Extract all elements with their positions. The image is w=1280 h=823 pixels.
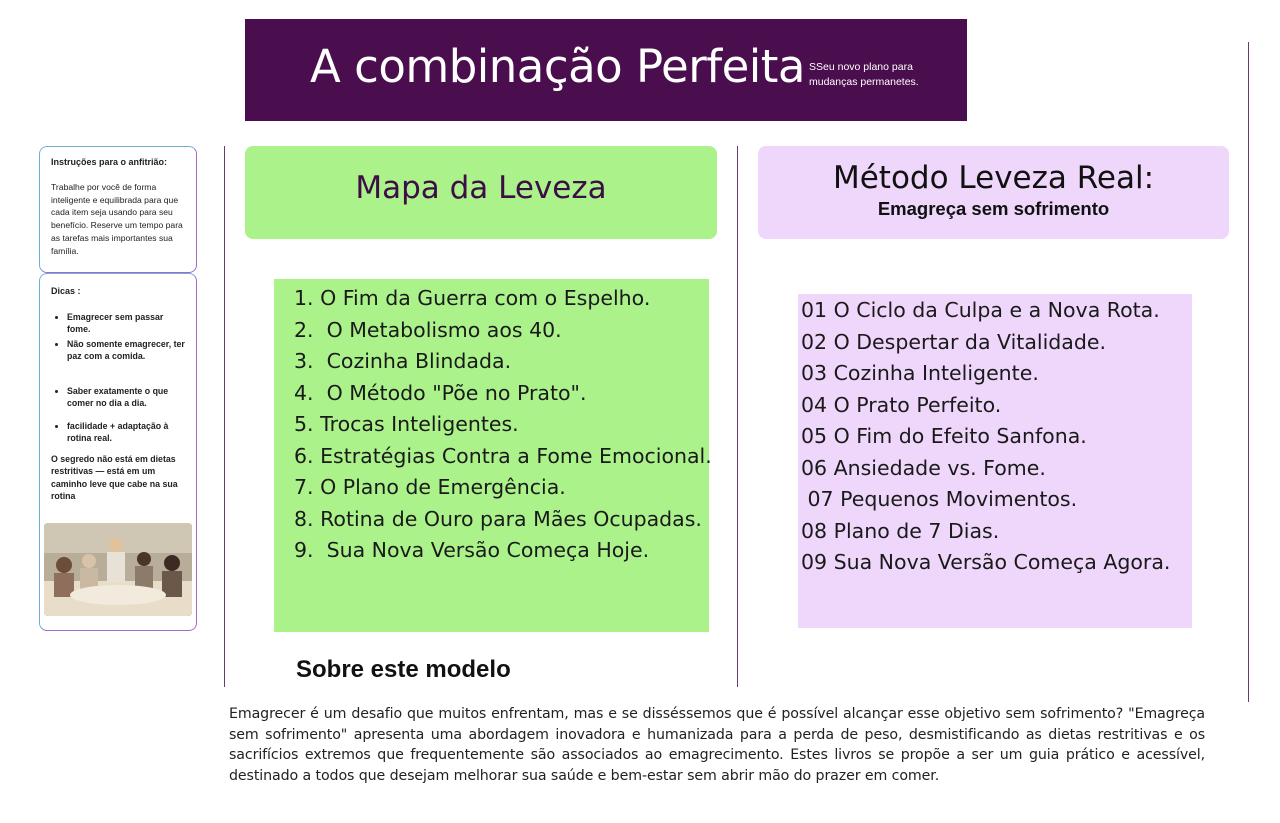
tip-item: • Saber exatamente o que comer no dia a dia. bbox=[67, 385, 188, 410]
tip-item: • Emagrecer sem passar fome. bbox=[67, 311, 188, 336]
map-item: 1. O Fim da Guerra com o Espelho. bbox=[294, 286, 651, 310]
secret-text: O segredo não está em dietas restritivas — está em um caminho leve que cabe na sua rotina bbox=[51, 453, 178, 502]
method-item: 03 Cozinha Inteligente. bbox=[801, 361, 1039, 385]
divider-right bbox=[1248, 42, 1249, 702]
banner-subtitle: SSeu novo plano para mudanças permanetes. bbox=[809, 61, 919, 88]
tip-item: • Não somente emagrecer, ter paz com a comida. bbox=[67, 338, 188, 363]
map-item: 9. Sua Nova Versão Começa Hoje. bbox=[294, 538, 650, 562]
method-list bbox=[801, 295, 1170, 579]
method-item: 09 Sua Nova Versão Começa Agora. bbox=[801, 550, 1171, 574]
about-text: Emagrecer é um desafio que muitos enfrentam, mas e se disséssemos que é possível alcançar esse objetivo sem sofrimento? "Emagreça sem sofrimento" apresenta uma abordagem inovadora e humanizada para a perda de peso, desmistificando as dietas restritivas e os sacrifícios extremos que frequentemente são associados ao emagrecimento. Estes livros se propõe a ser um guia prático e acessível, destinado a todos que desejam melhorar sua saúde e bem-estar sem abrir mão do prazer em comer. bbox=[229, 706, 1205, 784]
map-title: Mapa da Leveza bbox=[355, 170, 607, 206]
divider-left bbox=[224, 146, 225, 687]
method-subtitle: Emagreça sem sofrimento bbox=[877, 198, 1110, 219]
map-item: 3. Cozinha Blindada. bbox=[294, 349, 512, 373]
about-title: Sobre este modelo bbox=[296, 656, 511, 683]
map-item: 7. O Plano de Emergência. bbox=[294, 475, 566, 499]
map-item: 8. Rotina de Ouro para Mães Ocupadas. bbox=[294, 506, 702, 531]
instructions-title: Instruções para o anfitrião: bbox=[51, 157, 168, 167]
instructions-card bbox=[39, 146, 197, 273]
method-item: 07 Pequenos Movimentos. bbox=[801, 487, 1078, 511]
map-item: 4. O Método "Põe no Prato". bbox=[294, 380, 587, 405]
family-dinner-photo bbox=[44, 523, 192, 616]
map-item: 5. Trocas Inteligentes. bbox=[294, 412, 519, 436]
map-list bbox=[294, 283, 712, 567]
tips-title: Dicas : bbox=[51, 286, 81, 296]
method-title: Método Leveza Real: bbox=[832, 160, 1155, 196]
tip-item: • facilidade + adaptação à rotina real. bbox=[67, 420, 188, 445]
method-item: 02 O Despertar da Vitalidade. bbox=[801, 329, 1106, 354]
tips-list bbox=[51, 311, 188, 445]
divider-middle bbox=[737, 146, 738, 687]
map-item: 6. Estratégias Contra a Fome Emocional. bbox=[294, 443, 712, 468]
method-item: 06 Ansiedade vs. Fome. bbox=[801, 455, 1046, 480]
photo-illustration bbox=[44, 523, 192, 616]
method-item: 05 O Fim do Efeito Sanfona. bbox=[801, 424, 1087, 448]
page-title: A combinação Perfeita bbox=[310, 40, 805, 93]
method-item: 01 O Ciclo da Culpa e a Nova Rota. bbox=[801, 298, 1160, 322]
instructions-text: Trabalhe por você de forma inteligente e equilibrada para que cada item seja usando para seu benefício. Reserve um tempo para as tarefas mais importantes sua família. bbox=[51, 181, 183, 256]
method-item: 04 O Prato Perfeito. bbox=[801, 392, 1002, 417]
method-item: 08 Plano de 7 Dias. bbox=[801, 518, 1000, 543]
map-item: 2. O Metabolismo aos 40. bbox=[294, 317, 562, 342]
